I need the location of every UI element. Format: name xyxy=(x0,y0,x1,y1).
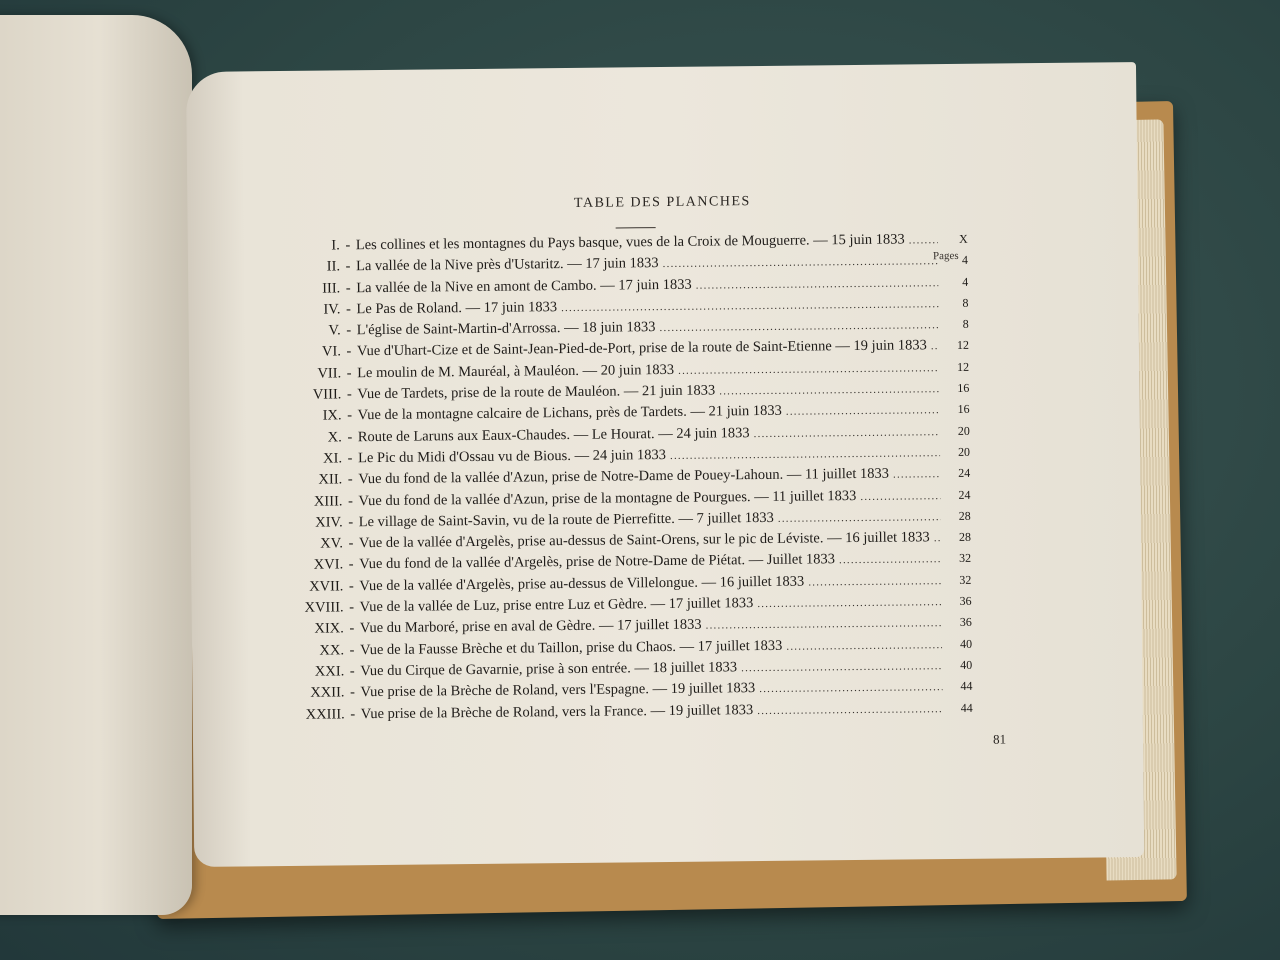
separator: - xyxy=(349,663,355,680)
plate-number: XIII. xyxy=(313,492,343,510)
plate-page: 20 xyxy=(957,423,970,438)
plate-number: X. xyxy=(327,429,342,446)
leader-dots xyxy=(719,380,939,399)
plate-page: X xyxy=(959,231,968,246)
plate-number: XXIII. xyxy=(305,705,345,723)
plate-title: Vue du Cirque de Gavarnie, prise à son entrée. — 18 juillet 1833 xyxy=(360,659,738,680)
plate-title: Vue de la montagne calcaire de Lichans, près de Tardets. — 21 juin 1833 xyxy=(357,403,782,424)
plate-page: 20 xyxy=(957,444,971,459)
separator: - xyxy=(345,258,351,275)
separator: - xyxy=(348,556,354,573)
separator: - xyxy=(348,535,354,552)
plate-number: XXII. xyxy=(310,684,345,701)
separator: - xyxy=(347,492,354,509)
plate-title: Vue de la Fausse Brèche et du Taillon, prise du Chaos. — 17 juillet 1833 xyxy=(359,637,783,658)
plate-number: III. xyxy=(322,279,341,297)
plate-page: 44 xyxy=(960,679,973,694)
plates-list xyxy=(278,231,973,728)
right-page xyxy=(186,62,1144,867)
plate-page: 16 xyxy=(957,380,970,396)
separator: - xyxy=(349,641,355,658)
plate-page: 12 xyxy=(957,359,970,374)
plate-page: 36 xyxy=(959,615,972,630)
plate-title: Vue prise de la Brèche de Roland, vers l'Espagne. — 19 juillet 1833 xyxy=(360,680,756,701)
plate-title: Vue du fond de la vallée d'Azun, prise de la montagne de Pourgues. — 11 juillet 1833 xyxy=(358,487,857,509)
plate-title: Le Pic du Midi d'Ossau vu de Bious. — 24 juin 1833 xyxy=(357,446,667,467)
plate-number: XII. xyxy=(318,471,343,488)
separator: - xyxy=(349,620,355,637)
separator: - xyxy=(345,279,351,296)
plate-number: VIII. xyxy=(312,386,342,403)
separator: - xyxy=(347,428,353,446)
plate-number: XVIII. xyxy=(304,599,344,616)
plate-number: XXI. xyxy=(314,663,345,680)
leader-dots xyxy=(754,423,940,442)
separator: - xyxy=(348,578,354,595)
plate-title: Vue de la vallée d'Argelès, prise au-dessus de Saint-Orens, sur le pic de Léviste. — 16 juillet 1833 xyxy=(358,529,930,552)
plate-title: L'église de Saint-Martin-d'Arrossa. — 18 juin 1833 xyxy=(356,319,656,339)
plate-number: XV. xyxy=(320,535,344,552)
plate-number: XIV. xyxy=(315,514,343,531)
plate-page: 36 xyxy=(959,593,972,608)
pages-column-header: Pages xyxy=(932,249,959,263)
separator: - xyxy=(347,450,353,467)
plate-title: Vue du Marboré, prise en aval de Gèdre. — 17 juillet 1833 xyxy=(359,616,702,637)
plate-number: V. xyxy=(328,322,341,339)
leader-dots xyxy=(678,359,939,379)
plate-title: Vue de la vallée d'Argelès, prise au-dessus de Villelongue. — 16 juillet 1833 xyxy=(359,573,805,594)
plate-number: II. xyxy=(326,258,341,275)
plate-number: XVII. xyxy=(309,578,344,595)
plate-title: Vue de la vallée de Luz, prise entre Luz et Gèdre. — 17 juillet 1833 xyxy=(359,595,754,616)
separator: - xyxy=(345,237,351,254)
separator: - xyxy=(346,343,352,360)
plate-number: VI. xyxy=(321,343,342,361)
plate-title: Vue prise de la Brèche de Roland, vers la France. — 19 juillet 1833 xyxy=(360,701,754,722)
separator: - xyxy=(348,514,354,531)
plate-page: 24 xyxy=(958,487,971,502)
leader-dots xyxy=(663,252,939,272)
page-number: 81 xyxy=(992,731,1007,747)
plate-number: XI. xyxy=(323,450,343,467)
plate-page: 4 xyxy=(962,274,969,289)
leader-dots xyxy=(839,551,941,569)
plate-page: 40 xyxy=(959,636,973,651)
plate-number: XVI. xyxy=(313,556,344,574)
plate-number: I. xyxy=(331,237,340,254)
leader-dots xyxy=(893,465,940,482)
plate-title: Le village de Saint-Savin, vu de la route de Pierrefitte. — 7 juillet 1833 xyxy=(358,509,774,531)
left-page xyxy=(0,15,192,915)
leader-dots xyxy=(860,487,940,505)
plate-page: 32 xyxy=(959,572,972,587)
plate-number: XX. xyxy=(319,642,345,659)
leader-dots xyxy=(696,274,939,294)
plate-title: La vallée de la Nive près d'Ustaritz. — 17 juin 1833 xyxy=(355,255,659,275)
leader-dots xyxy=(931,338,939,355)
page-title: TABLE DES PLANCHES xyxy=(573,194,751,211)
leader-dots xyxy=(706,614,942,633)
leader-dots xyxy=(786,402,940,421)
leader-dots xyxy=(659,316,938,336)
plate-page: 24 xyxy=(958,466,971,481)
plate-page: 8 xyxy=(962,295,969,310)
plate-number: IV. xyxy=(323,301,341,318)
leader-dots xyxy=(757,593,941,612)
plate-page: 8 xyxy=(962,317,969,332)
plate-title: Le Pas de Roland. — 17 juin 1833 xyxy=(356,299,558,318)
separator: - xyxy=(346,386,352,403)
plate-title: Vue du fond de la vallée d'Argelès, prise de Notre-Dame de Piétat. — Juillet 1833 xyxy=(359,551,836,573)
leader-dots xyxy=(786,636,942,655)
plate-page: 40 xyxy=(960,657,973,672)
separator: - xyxy=(347,471,353,488)
plate-number: XIX. xyxy=(314,620,344,638)
leader-dots xyxy=(741,657,942,676)
title-rule xyxy=(616,227,656,228)
leader-dots xyxy=(808,572,941,590)
plate-title: La vallée de la Nive en amont de Cambo. — 17 juin 1833 xyxy=(356,276,692,296)
plate-page: 32 xyxy=(959,551,972,566)
separator: - xyxy=(350,705,356,722)
leader-dots xyxy=(670,444,940,464)
leader-dots xyxy=(778,508,941,527)
separator: - xyxy=(346,365,352,382)
plate-title: Vue d'Uhart-Cize et de Saint-Jean-Pied-de-Port, prise de la route de Saint-Etienne — 19 juin 1833 xyxy=(356,337,927,360)
plate-title: Les collines et les montagnes du Pays basque, vues de la Croix de Mouguerre. — 15 juin 1833 xyxy=(355,231,905,254)
plate-page: 28 xyxy=(958,508,971,523)
leader-dots xyxy=(757,700,943,719)
plate-number: IX. xyxy=(322,407,342,424)
plate-title: Le moulin de M. Mauréal, à Mauléon. — 20 juin 1833 xyxy=(357,361,675,382)
separator: - xyxy=(346,322,352,339)
plate-title: Route de Laruns aux Eaux-Chaudes. — Le Hourat. — 24 juin 1833 xyxy=(357,424,750,445)
plate-page: 4 xyxy=(961,253,969,268)
plate-title: Vue de Tardets, prise de la route de Mauléon. — 21 juin 1833 xyxy=(357,382,716,403)
plate-page: 44 xyxy=(960,700,973,715)
leader-dots xyxy=(759,678,942,697)
leader-dots xyxy=(561,295,939,316)
leader-dots xyxy=(909,231,938,248)
separator: - xyxy=(347,407,353,424)
separator: - xyxy=(345,301,351,318)
plate-number: VII. xyxy=(317,365,342,382)
plate-page: 12 xyxy=(956,338,969,353)
plate-page: 28 xyxy=(958,529,971,545)
separator: - xyxy=(349,599,355,616)
plate-page: 16 xyxy=(957,402,970,417)
plate-title: Vue du fond de la vallée d'Azun, prise de Notre-Dame de Pouey-Lahoun. — 11 juillet 1833 xyxy=(358,465,890,488)
leader-dots xyxy=(934,529,941,546)
separator: - xyxy=(350,684,356,701)
